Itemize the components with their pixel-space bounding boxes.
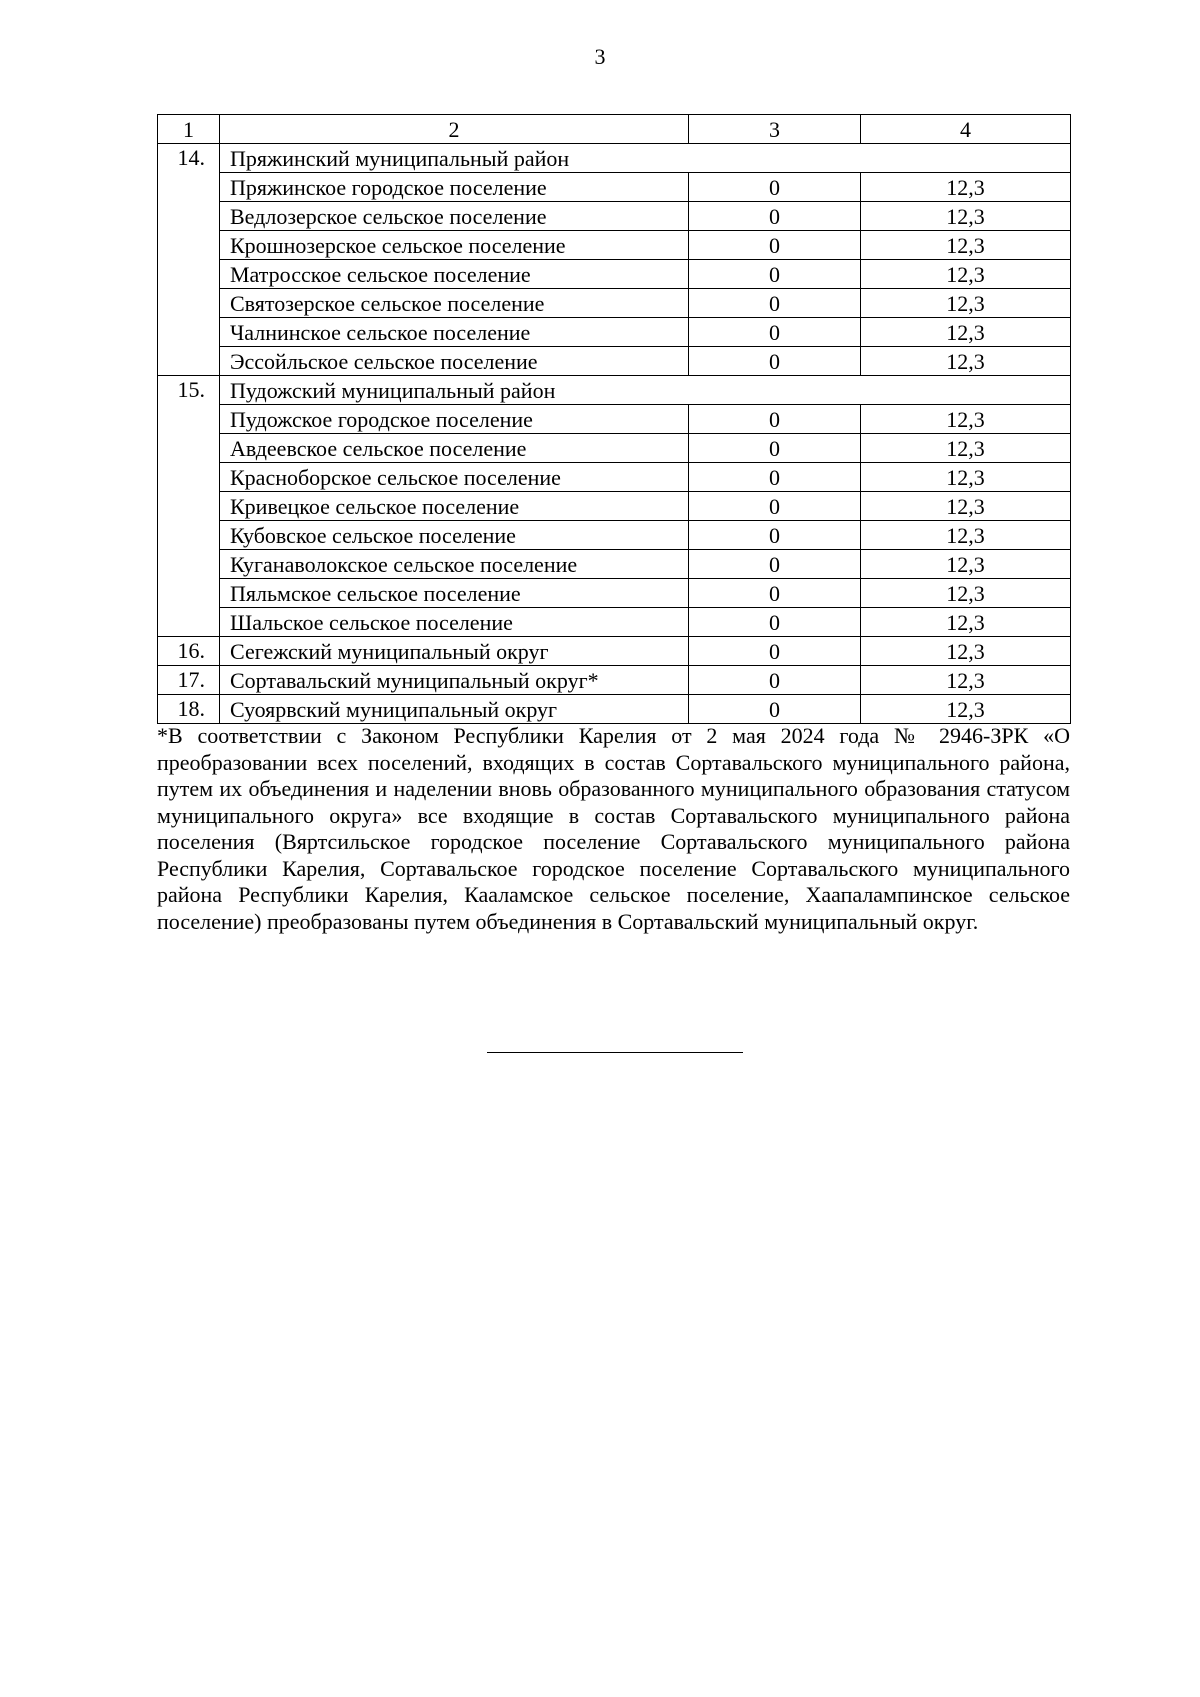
table-row — [158, 318, 1071, 347]
table-row — [158, 231, 1071, 260]
settlement-name: Эссойльское сельское поселение — [220, 347, 689, 376]
col3-value: 0 — [689, 492, 861, 521]
header-cell-1: 1 — [158, 115, 220, 144]
col3-value: 0 — [689, 695, 861, 724]
row-number: 18. — [158, 695, 220, 724]
col4-value: 12,3 — [861, 492, 1071, 521]
col4-value: 12,3 — [861, 405, 1071, 434]
settlement-name: Красноборское сельское поселение — [220, 463, 689, 492]
table-header-row — [158, 115, 1071, 144]
settlement-name: Шальское сельское поселение — [220, 608, 689, 637]
settlement-name: Чалнинское сельское поселение — [220, 318, 689, 347]
settlement-name: Святозерское сельское поселение — [220, 289, 689, 318]
col4-value: 12,3 — [861, 695, 1071, 724]
table-row — [158, 405, 1071, 434]
group-number: 15. — [158, 376, 220, 637]
settlement-name: Ведлозерское сельское поселение — [220, 202, 689, 231]
group-number: 14. — [158, 144, 220, 376]
table-row — [158, 666, 1071, 695]
settlement-name: Куганаволокское сельское поселение — [220, 550, 689, 579]
table-row — [158, 521, 1071, 550]
col3-value: 0 — [689, 463, 861, 492]
table-row — [158, 637, 1071, 666]
footnote: *В соответствии с Законом Республики Карелия от 2 мая 2024 года № 2946-ЗРК «О преобразовании всех поселений, входящих в состав Сортавальского муниципального района, путем их объединения и наделении вновь образованного муниципального образования статусом муниципального округа» все входящие в состав Сортавальского муниципального района поселения (Вяртсильское городское поселение Сортавальского муниципального района Республики Карелия, Сортавальское городское поселение Сортавальского муниципального района Республики Карелия, Кааламское сельское поселение, Хаапалампинское сельское поселение) преобразованы путем объединения в Сортавальский муниципальный округ. — [157, 723, 1070, 934]
settlement-name: Авдеевское сельское поселение — [220, 434, 689, 463]
col3-value: 0 — [689, 434, 861, 463]
header-cell-3: 3 — [689, 115, 861, 144]
col4-value: 12,3 — [861, 347, 1071, 376]
table-row — [158, 173, 1071, 202]
col3-value: 0 — [689, 289, 861, 318]
col3-value: 0 — [689, 608, 861, 637]
col3-value: 0 — [689, 405, 861, 434]
table-row — [158, 550, 1071, 579]
table-row — [158, 695, 1071, 724]
district-name: Сегежский муниципальный округ — [220, 637, 689, 666]
col3-value: 0 — [689, 666, 861, 695]
header-cell-2: 2 — [220, 115, 689, 144]
end-separator-line — [487, 1052, 743, 1053]
district-name: Суоярвский муниципальный округ — [220, 695, 689, 724]
settlement-name: Пяльмское сельское поселение — [220, 579, 689, 608]
group-title: Пудожский муниципальный район — [220, 376, 1071, 405]
table-row — [158, 608, 1071, 637]
table-row — [158, 579, 1071, 608]
col4-value: 12,3 — [861, 666, 1071, 695]
col4-value: 12,3 — [861, 202, 1071, 231]
settlement-name: Кубовское сельское поселение — [220, 521, 689, 550]
col3-value: 0 — [689, 637, 861, 666]
group-title-row — [158, 144, 1071, 173]
settlements-table — [157, 114, 1071, 724]
group-title-row — [158, 376, 1071, 405]
col3-value: 0 — [689, 260, 861, 289]
col3-value: 0 — [689, 579, 861, 608]
col3-value: 0 — [689, 202, 861, 231]
col4-value: 12,3 — [861, 579, 1071, 608]
col4-value: 12,3 — [861, 463, 1071, 492]
col4-value: 12,3 — [861, 260, 1071, 289]
table-row — [158, 289, 1071, 318]
row-number: 17. — [158, 666, 220, 695]
col3-value: 0 — [689, 231, 861, 260]
col3-value: 0 — [689, 173, 861, 202]
settlement-name: Пряжинское городское поселение — [220, 173, 689, 202]
table-row — [158, 463, 1071, 492]
col3-value: 0 — [689, 550, 861, 579]
col4-value: 12,3 — [861, 231, 1071, 260]
col4-value: 12,3 — [861, 289, 1071, 318]
district-name: Сортавальский муниципальный округ* — [220, 666, 689, 695]
col4-value: 12,3 — [861, 173, 1071, 202]
settlement-name: Матросское сельское поселение — [220, 260, 689, 289]
table-row — [158, 492, 1071, 521]
page-number: 3 — [594, 44, 606, 69]
settlement-name: Пудожское городское поселение — [220, 405, 689, 434]
col4-value: 12,3 — [861, 521, 1071, 550]
table-row — [158, 202, 1071, 231]
row-number: 16. — [158, 637, 220, 666]
table-body — [158, 115, 1071, 724]
group-title: Пряжинский муниципальный район — [220, 144, 1071, 173]
col3-value: 0 — [689, 318, 861, 347]
col4-value: 12,3 — [861, 608, 1071, 637]
table-row — [158, 260, 1071, 289]
header-cell-4: 4 — [861, 115, 1071, 144]
col3-value: 0 — [689, 521, 861, 550]
col4-value: 12,3 — [861, 434, 1071, 463]
settlement-name: Кривецкое сельское поселение — [220, 492, 689, 521]
table-row — [158, 347, 1071, 376]
col4-value: 12,3 — [861, 637, 1071, 666]
settlement-name: Крошнозерское сельское поселение — [220, 231, 689, 260]
col4-value: 12,3 — [861, 550, 1071, 579]
table-row — [158, 434, 1071, 463]
col3-value: 0 — [689, 347, 861, 376]
col4-value: 12,3 — [861, 318, 1071, 347]
